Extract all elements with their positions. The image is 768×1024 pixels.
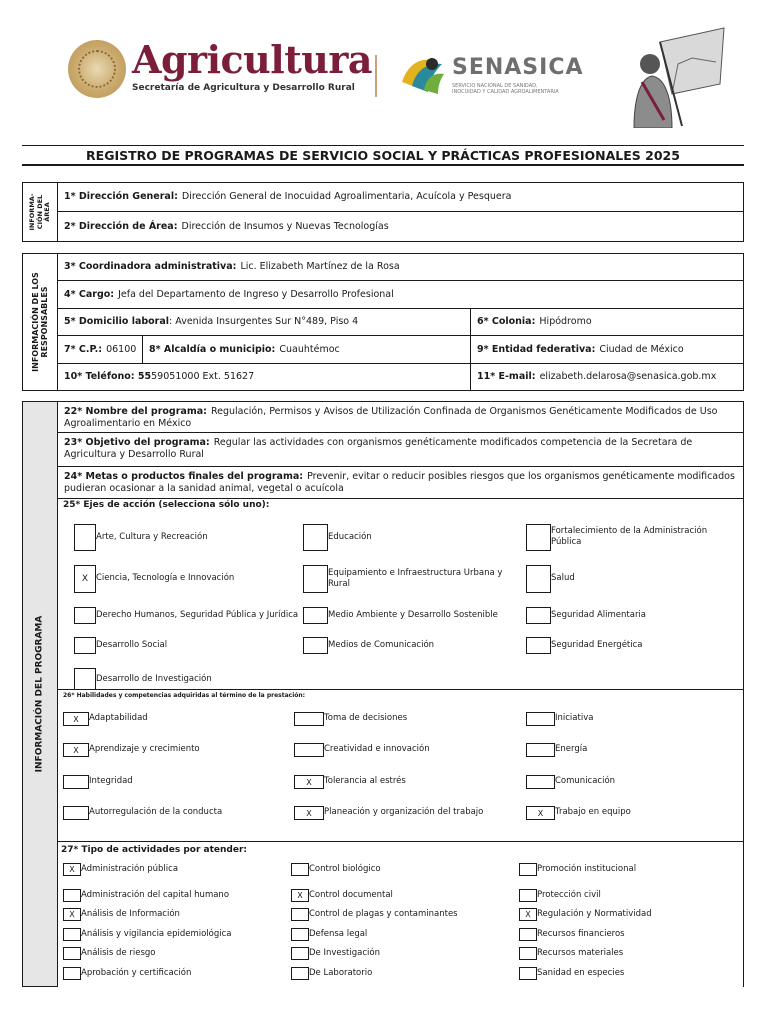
habilidades-section [57,689,744,842]
act-laboratorio-label: De Laboratorio [309,968,373,978]
act-capital-humano-checkbox[interactable] [63,889,81,902]
hab-tolerancia-estres-label: Tolerancia al estrés [324,776,406,786]
agricultura-logo-text: Agricultura [132,37,373,82]
eje-desarrollo-social-checkbox[interactable] [74,637,96,654]
act-control-biologico-checkbox[interactable] [291,863,309,876]
act-vigilancia-epidemiologica-checkbox[interactable] [63,928,81,941]
hab-tolerancia-estres-checkbox[interactable]: X [294,775,324,789]
act-defensa-legal-label: Defensa legal [309,929,368,939]
act-promocion-institucional-label: Promoción institucional [537,864,637,874]
senasica-emblem-icon [398,52,448,96]
hab-autorregulacion-label: Autorregulación de la conducta [89,807,223,817]
hab-iniciativa-label: Iniciativa [555,713,594,723]
actividades-label: 27* Tipo de actividades por atender: [61,845,247,855]
act-administracion-publica-checkbox[interactable]: X [63,863,81,876]
act-vigilancia-epidemiologica-label: Análisis y vigilancia epidemiológica [81,929,232,939]
hab-aprendizaje-checkbox[interactable]: X [63,743,89,757]
act-analisis-riesgo-checkbox[interactable] [63,947,81,960]
eje-seguridad-alimentaria-checkbox[interactable] [526,607,551,624]
eje-salud-label: Salud [551,573,575,583]
hab-creatividad-checkbox[interactable] [294,743,324,757]
hab-planeacion-label: Planeación y organización del trabajo [324,807,484,817]
hab-adaptabilidad-label: Adaptabilidad [89,713,148,723]
eje-seguridad-energetica-checkbox[interactable] [526,637,551,654]
eje-equipamiento-checkbox[interactable] [303,565,328,593]
eje-ciencia-label: Ciencia, Tecnología e Innovación [96,573,235,583]
hab-comunicacion-checkbox[interactable] [526,775,555,789]
act-analisis-riesgo-label: Análisis de riesgo [81,948,156,958]
eje-desarrollo-social-label: Desarrollo Social [96,640,168,650]
eje-derechos-checkbox[interactable] [74,607,96,624]
area-side-label: INFORMA- CIÓN DEL ÁREA [22,182,58,242]
act-sanidad-especies-label: Sanidad en especies [537,968,625,978]
eje-medios-comunicacion-checkbox[interactable] [303,637,328,654]
act-analisis-informacion-label: Análisis de Información [81,909,180,919]
coordinadora-field: 3* Coordinadora administrativa: Lic. Elizabeth Martínez de la Rosa [57,253,744,281]
agricultura-subtitle: Secretaría de Agricultura y Desarrollo Rural [132,83,355,93]
government-seal-logo [68,40,126,98]
eje-salud-checkbox[interactable] [526,565,551,593]
hab-trabajo-equipo-checkbox[interactable]: X [526,806,555,820]
eje-desarrollo-investigacion-label: Desarrollo de Investigación [96,674,212,684]
hab-trabajo-equipo-label: Trabajo en equipo [555,807,631,817]
eje-fortalecimiento-label: Fortalecimiento de la Administración Pública [551,526,708,547]
hab-planeacion-checkbox[interactable]: X [294,806,324,820]
act-recursos-financieros-checkbox[interactable] [519,928,537,941]
direccion-general-field: 1* Dirección General: Dirección General de Inocuidad Agroalimentaria, Acuícola y Pesquera [57,182,744,212]
act-investigacion-label: De Investigación [309,948,380,958]
hab-creatividad-label: Creatividad e innovación [324,744,430,754]
email-field: 11* E-mail: elizabeth.delarosa@senasica.gob.mx [470,363,744,391]
entidad-federativa-field: 9* Entidad federativa: Ciudad de México [470,335,744,364]
alcaldia-field: 8* Alcaldía o municipio: Cuauhtémoc [142,335,471,364]
hab-comunicacion-label: Comunicación [555,776,616,786]
ejes-accion-label: 25* Ejes de acción (selecciona sólo uno): [63,500,270,510]
act-recursos-materiales-label: Recursos materiales [537,948,624,958]
hab-energia-label: Energía [555,744,588,754]
cargo-field: 4* Cargo: Jefa del Departamento de Ingreso y Desarrollo Profesional [57,280,744,309]
nombre-programa-field: 22* Nombre del programa: Regulación, Permisos y Avisos de Utilización Confinada de Organismos Genéticamente Modificados de Uso Agroalimentario en México [57,401,744,433]
eje-educacion-label: Educación [328,532,372,542]
act-sanidad-especies-checkbox[interactable] [519,967,537,980]
eje-equipamiento-label: Equipamiento e Infraestructura Urbana y Rural [328,568,503,589]
hab-autorregulacion-checkbox[interactable] [63,806,89,820]
objetivo-programa-field: 23* Objetivo del programa: Regular las actividades con organismos genéticamente modificados competencia de la Secretara de Agricultura y Desarrollo Rural [57,432,744,467]
act-aprobacion-certificacion-label: Aprobación y certificación [81,968,192,978]
direccion-area-field: 2* Dirección de Área: Dirección de Insumos y Nuevas Tecnologías [57,211,744,242]
act-control-documental-checkbox[interactable]: X [291,889,309,902]
act-investigacion-checkbox[interactable] [291,947,309,960]
eje-ciencia-checkbox[interactable]: X [74,565,96,593]
logo-divider [375,55,377,97]
hab-toma-decisiones-checkbox[interactable] [294,712,324,726]
act-control-documental-label: Control documental [309,890,393,900]
document-title: REGISTRO DE PROGRAMAS DE SERVICIO SOCIAL Y PRÁCTICAS PROFESIONALES 2025 [86,148,680,163]
domicilio-field: 5* Domicilio laboral : Avenida Insurgentes Sur N°489, Piso 4 [57,308,471,336]
eje-fortalecimiento-checkbox[interactable] [526,524,551,551]
act-recursos-materiales-checkbox[interactable] [519,947,537,960]
eje-medios-comunicacion-label: Medios de Comunicación [328,640,435,650]
eje-derechos-label: Derecho Humanos, Seguridad Pública y Jurídica [96,610,299,620]
act-laboratorio-checkbox[interactable] [291,967,309,980]
act-recursos-financieros-label: Recursos financieros [537,929,625,939]
title-bottom-rule [22,164,744,166]
act-administracion-publica-label: Administración pública [81,864,179,874]
act-defensa-legal-checkbox[interactable] [291,928,309,941]
eje-medio-ambiente-checkbox[interactable] [303,607,328,624]
hab-integridad-checkbox[interactable] [63,775,89,789]
hab-adaptabilidad-checkbox[interactable]: X [63,712,89,726]
act-analisis-informacion-checkbox[interactable]: X [63,908,81,921]
telefono-field: 10* Teléfono: 55 59051000 Ext. 51627 [57,363,471,391]
act-promocion-institucional-checkbox[interactable] [519,863,537,876]
act-control-biologico-label: Control biológico [309,864,381,874]
eje-seguridad-alimentaria-label: Seguridad Alimentaria [551,610,647,620]
hab-aprendizaje-label: Aprendizaje y crecimiento [89,744,200,754]
hab-integridad-label: Integridad [89,776,133,786]
hab-iniciativa-checkbox[interactable] [526,712,555,726]
responsables-side-label: INFORMACIÓN DE LOS RESPONSABLES [22,253,58,391]
title-top-rule [22,145,744,146]
act-control-plagas-checkbox[interactable] [291,908,309,921]
metas-programa-field: 24* Metas o productos finales del programa: Prevenir, evitar o reducir posibles riesgos que los organismos genéticamente modificados pudieran ocasionar a la sanidad animal, vegetal o acuícola [57,466,744,499]
eje-educacion-checkbox[interactable] [303,524,328,551]
act-aprobacion-certificacion-checkbox[interactable] [63,967,81,980]
act-regulacion-normatividad-label: Regulación y Normatividad [537,909,652,919]
act-regulacion-normatividad-checkbox[interactable]: X [519,908,537,921]
cp-field: 7* C.P.: 06100 [57,335,143,364]
programa-side-label: INFORMACIÓN DEL PROGRAMA [22,401,58,987]
habilidades-label: 26* Habilidades y competencias adquiridas al término de la prestación: [63,692,306,699]
senasica-subtitle: SERVICIO NACIONAL DE SANIDAD, INOCUIDAD Y CALIDAD AGROALIMENTARIA [452,83,559,95]
eje-arte-label: Arte, Cultura y Recreación [96,532,208,542]
heroine-flag-illustration [620,24,730,128]
act-capital-humano-label: Administración del capital humano [81,890,230,900]
eje-desarrollo-investigacion-checkbox[interactable] [74,668,96,690]
hab-energia-checkbox[interactable] [526,743,555,757]
colonia-field: 6* Colonia: Hipódromo [470,308,744,336]
act-control-plagas-label: Control de plagas y contaminantes [309,909,458,919]
eje-arte-checkbox[interactable] [74,524,96,551]
eje-seguridad-energetica-label: Seguridad Energética [551,640,643,650]
hab-toma-decisiones-label: Toma de decisiones [324,713,408,723]
senasica-title: SENASICA [452,55,584,80]
act-proteccion-civil-checkbox[interactable] [519,889,537,902]
eje-medio-ambiente-label: Medio Ambiente y Desarrollo Sostenible [328,610,498,620]
act-proteccion-civil-label: Protección civil [537,890,601,900]
